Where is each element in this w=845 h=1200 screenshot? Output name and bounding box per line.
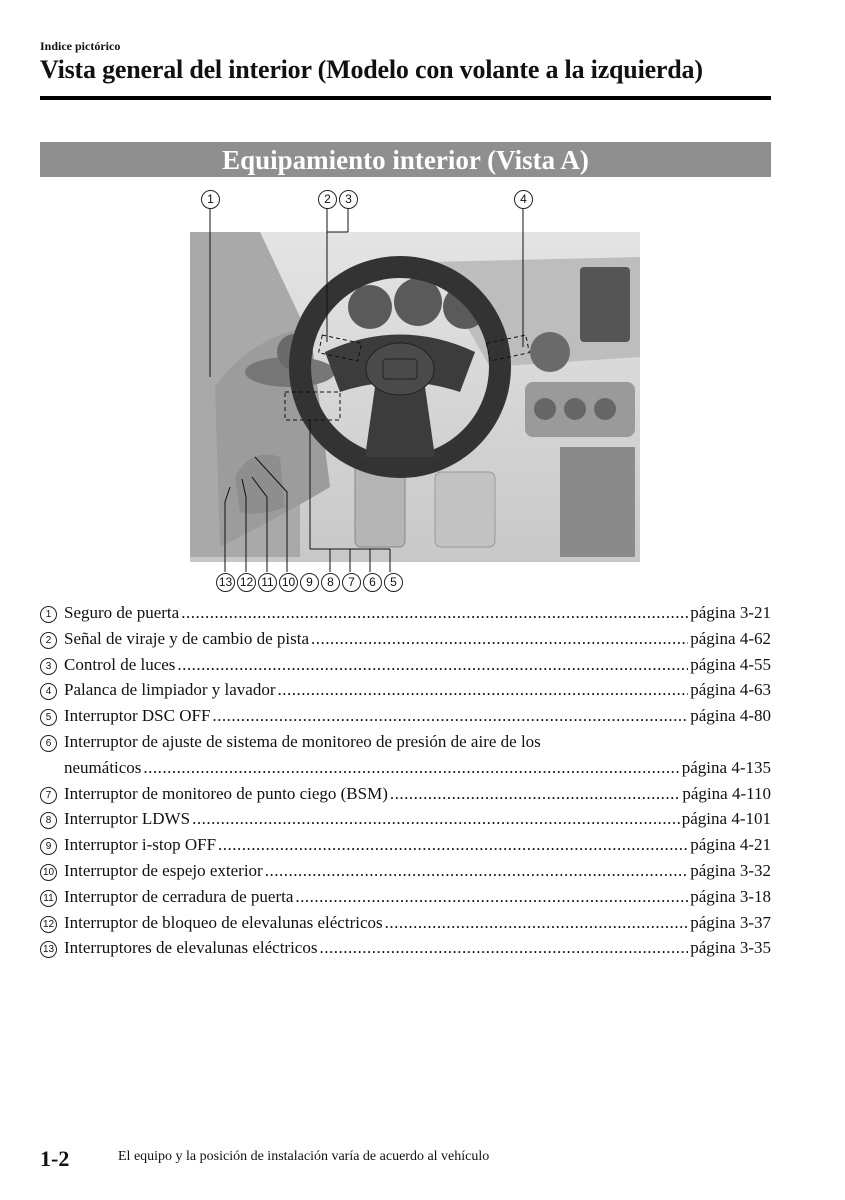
page-title: Vista general del interior (Modelo con volante a la izquierda) [40,55,703,84]
item-label: Interruptor DSC OFF [64,706,211,726]
item-label: Interruptor LDWS [64,809,191,829]
page-reference[interactable]: página 3-35 [690,938,771,958]
item-label: Interruptor de monitoreo de punto ciego (BSM) [64,783,388,803]
dashboard-drawing [190,187,640,597]
list-item-continuation [40,755,771,781]
list-item [40,781,771,807]
list-item [40,652,771,678]
list-item [40,729,771,755]
climate-knob [594,398,616,420]
callout-11: 11 [258,573,277,592]
list-item [40,626,771,652]
dot-leader [277,677,688,703]
item-label: Seguro de puerta [64,603,180,622]
page-reference[interactable]: página 4-21 [690,835,771,855]
item-number: 10 [40,864,57,881]
item-number: 2 [40,632,57,649]
item-number: 13 [40,941,57,958]
footer-note: El equipo y la posición de instalación varía de acuerdo al vehículo [118,1149,490,1164]
item-label: Señal de viraje y de cambio de pista [64,628,309,648]
dot-leader [177,652,688,678]
climate-knob [564,398,586,420]
list-item [40,806,771,832]
callout-13: 13 [216,573,235,592]
item-label: Interruptor de espejo exterior [64,860,263,880]
component-index-list [40,600,771,961]
page-reference[interactable]: página 4-101 [681,809,771,829]
item-label: Palanca de limpiador y lavador [64,680,276,700]
callout-3: 3 [339,190,358,209]
item-label: Control de luces [64,654,176,674]
callout-10: 10 [279,573,298,592]
dot-leader [390,781,681,807]
page-reference[interactable]: página 4-135 [681,757,771,777]
list-item [40,600,771,626]
callout-4: 4 [514,190,533,209]
section-banner: Equipamiento interior (Vista A) [40,142,771,177]
interior-illustration [190,187,640,597]
dot-leader [265,858,689,884]
page-reference[interactable]: página 4-62 [690,628,771,648]
steering-wheel-hub [366,343,434,395]
dot-leader [295,884,688,910]
air-vent-right [530,332,570,372]
item-number: 3 [40,658,57,675]
item-number: 9 [40,838,57,855]
section-label: Indice pictórico [40,39,121,53]
item-label: Interruptor de cerradura de puerta [64,886,294,906]
dot-leader [311,626,688,652]
callout-6: 6 [363,573,382,592]
gauge-center [394,278,442,326]
list-item [40,858,771,884]
item-number: 1 [40,606,57,623]
page-number: 1-2 [40,1146,70,1171]
center-display [580,267,630,342]
dot-leader [385,910,689,936]
dot-leader [143,755,679,781]
callout-12: 12 [237,573,256,592]
callout-5: 5 [384,573,403,592]
callout-1: 1 [201,190,220,209]
item-number: 12 [40,916,57,933]
item-number: 4 [40,683,57,700]
gauge-left [348,285,392,329]
center-console [560,447,635,557]
page-reference[interactable]: página 3-32 [690,860,771,880]
dot-leader [319,935,688,961]
item-label: Interruptor de bloqueo de elevalunas eléctricos [64,912,383,932]
page-reference[interactable]: página 3-37 [690,912,771,932]
list-item [40,884,771,910]
dot-leader [218,832,688,858]
item-number: 6 [40,735,57,752]
page-reference[interactable]: página 4-110 [682,783,771,803]
item-number: 11 [40,890,57,907]
item-label: Interruptor de ajuste de sistema de monitoreo de presión de aire de los [64,731,541,751]
list-item [40,832,771,858]
item-label-continued: neumáticos [64,757,142,777]
callout-7: 7 [342,573,361,592]
list-item [40,910,771,936]
page-reference[interactable]: página 3-18 [690,886,771,906]
callout-8: 8 [321,573,340,592]
item-label: Interruptor i-stop OFF [64,835,217,855]
page-reference[interactable]: página 4-80 [690,706,771,726]
page-reference[interactable]: página 3-21 [690,603,771,622]
dot-leader [192,806,680,832]
dot-leader [181,600,688,626]
list-item [40,677,771,703]
climate-knob [534,398,556,420]
item-number: 8 [40,812,57,829]
item-number: 7 [40,787,57,804]
list-item [40,935,771,961]
title-divider [40,96,771,100]
item-number: 5 [40,709,57,726]
item-label: Interruptores de elevalunas eléctricos [64,938,318,958]
floor-area [435,472,495,547]
callout-9: 9 [300,573,319,592]
dot-leader [212,703,688,729]
page-reference[interactable]: página 4-63 [690,680,771,700]
callout-2: 2 [318,190,337,209]
page-reference[interactable]: página 4-55 [690,654,771,674]
steering-wheel-lower-spoke [365,387,435,457]
list-item [40,703,771,729]
